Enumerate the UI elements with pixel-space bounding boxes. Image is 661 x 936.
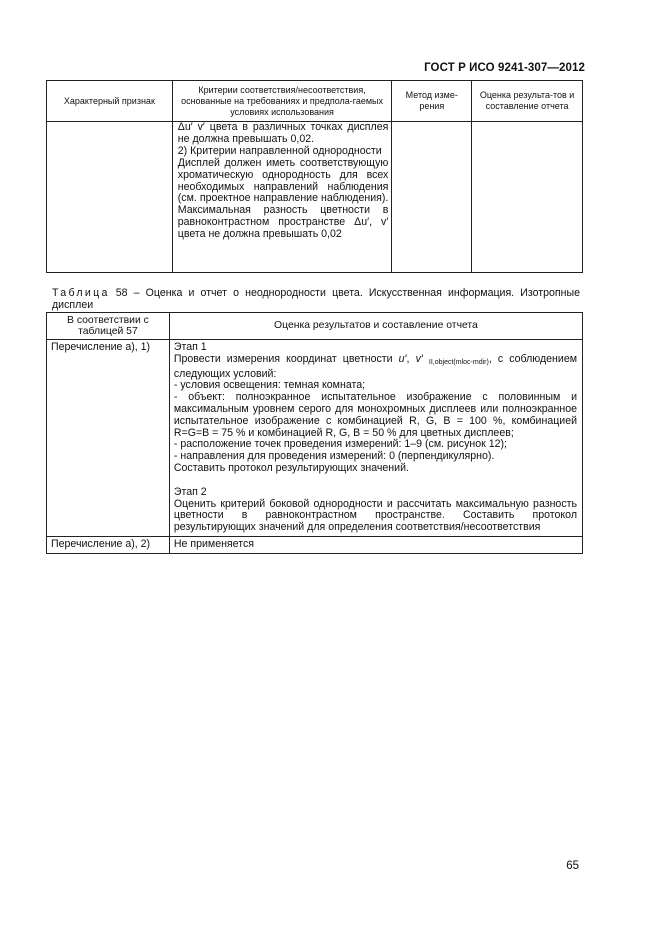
table-cell — [169, 340, 582, 537]
table-header-row — [47, 81, 583, 122]
condition-item: - направления для проведения измерений: 0 (перпендикулярно). — [173, 450, 495, 463]
column-header: Метод изме-рения — [392, 81, 472, 122]
table-header-row — [47, 313, 583, 340]
subscript: II,object(mloc-mdir) — [428, 358, 489, 366]
document-header: ГОСТ Р ИСО 9241-307—2012 — [424, 62, 585, 74]
table-cell — [172, 122, 392, 273]
criteria-text: Δu′ v′ цвета в различных точках дисплея не должна превышать 0,02. 2) Критерии направленной однородности Дисплей должен иметь соответствующую хроматическую однородность для всех необходимых направлений наблюдения (см. проектное направление наблюдения). Максимальная разность цветности в равноконтрастном пространстве Δu′, v′ цвета не должна превышать 0,02 — [177, 121, 389, 241]
page-number: 65 — [566, 860, 579, 872]
table-cell — [472, 122, 583, 273]
evaluation-table — [46, 312, 583, 554]
protocol-text: Составить протокол результирующих значений. — [173, 461, 409, 474]
condition-item: - объект: полноэкранное испытательное изображение с половинным и максимальным уровнем серого для монохромных дисплеев или полноэкранное испытательное изображение с комбинацией R, G, B = 100 %, комбинацией R=G=B = 75 % и комбинацией R, G, B = 50 % для цветных дисплеев; — [173, 391, 577, 439]
caption-label: Таблица — [52, 287, 110, 299]
table-caption — [52, 287, 580, 311]
column-header: Оценка результа-тов и составление отчета — [472, 81, 583, 122]
table-row — [47, 536, 583, 553]
stage-title: Этап 1 — [173, 341, 207, 353]
continuation-table — [46, 80, 583, 273]
table-row — [47, 122, 583, 273]
table-cell — [392, 122, 472, 273]
stage-intro: Провести измерения координат цветности u′, v′ $_{II,object(mloc-mdir)}$, с соблюдением следующих условий: — [173, 352, 577, 380]
column-header: В соответствии с таблицей 57 — [47, 313, 170, 340]
column-header: Оценка результатов и составление отчета — [169, 313, 582, 340]
table-cell-ref: Перечисление а), 2) — [47, 536, 170, 553]
stage-intro-text: , с соблюдением следующих условий: — [173, 352, 577, 380]
stage-text: Оценить критерий боковой однородности и рассчитать максимальную разность цветности в равноконтрастном пространстве. Составить протокол результирующих значений для определения соответствия/несоответствия — [173, 497, 577, 534]
table-cell-ref: Перечисление а), 1) — [47, 340, 170, 537]
caption-text: 58 – Оценка и отчет о неоднородности цвета. Искусственная информация. Изотропные дисплеи — [52, 287, 580, 311]
condition-item: - расположение точек проведения измерений: 1–9 (см. рисунок 12); — [173, 438, 507, 451]
column-header: Критерии соответствия/несоответствия, основанные на требованиях и предпола-гаемых условиях использования — [172, 81, 392, 122]
stage-title: Этап 2 — [173, 485, 207, 498]
table-row — [47, 340, 583, 537]
table-cell: Не применяется — [169, 536, 582, 553]
stage-intro-text: Провести измерения координат цветности — [173, 352, 399, 365]
column-header: Характерный признак — [47, 81, 173, 122]
condition-item: - условия освещения: темная комната; — [173, 379, 366, 392]
table-cell — [47, 122, 173, 273]
